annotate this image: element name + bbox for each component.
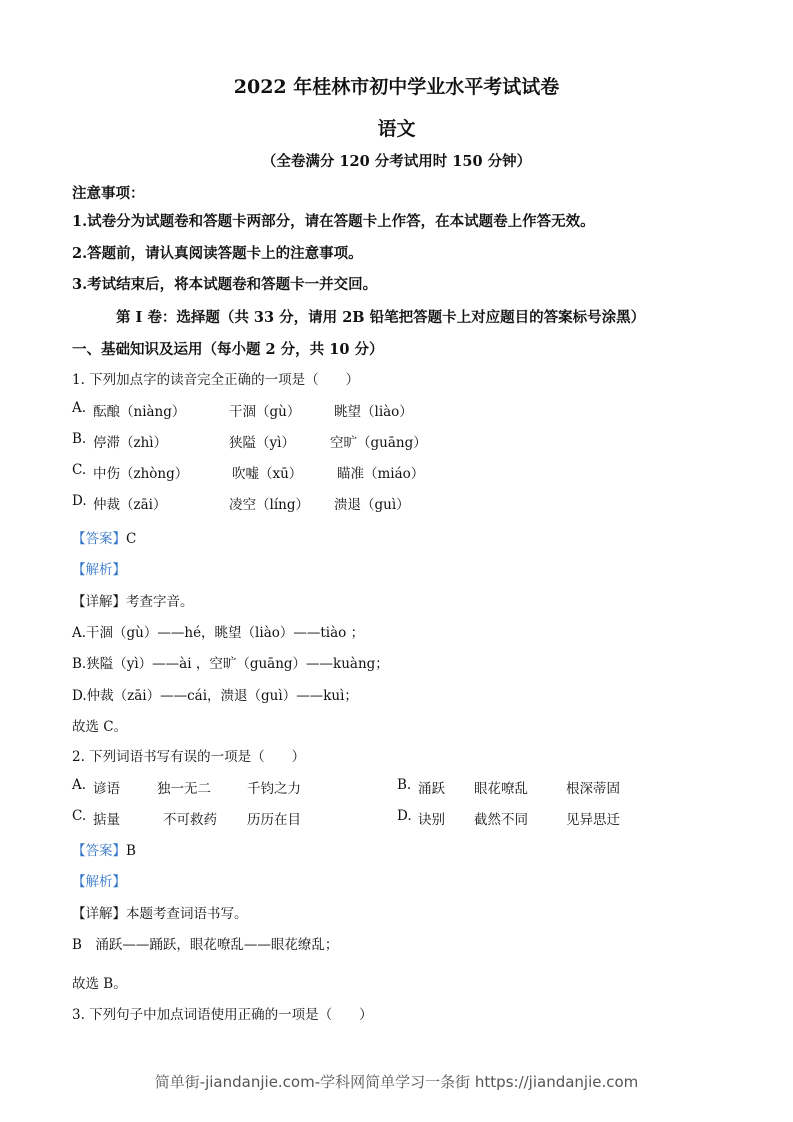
detail-tag: 【详解】 — [72, 594, 126, 610]
subject-title: 语文 — [377, 118, 416, 140]
q2-stem: 2. 下列词语书写有误的一项是（ ） — [72, 749, 306, 765]
q2-option-word: 掂量 — [93, 812, 120, 828]
q1-option-a-word: 眺望（liào） — [334, 404, 413, 420]
exam-title: 2022 年桂林市初中学业水平考试试卷 — [233, 76, 560, 98]
q1-option-letter: D. — [72, 493, 87, 509]
q2-option-word: 谚语 — [93, 781, 120, 797]
q1-option-b-word: 狭隘（yì） — [229, 435, 295, 451]
volume-heading: 第 Ⅰ 卷：选择题（共 33 分，请用 2B 铅笔把答题卡上对应题目的答案标号涂黑） — [116, 309, 646, 326]
q2-detail: 本题考查词语书写。 — [126, 906, 248, 922]
q1-option-b-word: 停滞（zhì） — [93, 435, 168, 451]
q1-answer: C — [126, 531, 137, 547]
notes-item-1: 1.试卷分为试题卷和答题卡两部分，请在答题卡上作答，在本试题卷上作答无效。 — [72, 213, 595, 230]
q2-option-word: 诀别 — [418, 812, 445, 828]
q1-option-letter: A. — [72, 400, 87, 416]
detail-tag: 【详解】 — [72, 906, 126, 922]
q2-option-word: 不可救药 — [163, 812, 217, 828]
q1-option-c-word: 瞄准（miáo） — [337, 466, 425, 482]
q1-option-c-word: 中伤（zhòng） — [93, 466, 189, 482]
q1-option-b-word: 空旷（guāng） — [330, 435, 427, 451]
q2-option-letter: A. — [72, 777, 87, 793]
q2-option-word: 涌跃 — [418, 781, 445, 797]
q3-stem: 3. 下列句子中加点词语使用正确的一项是（ ） — [72, 1007, 373, 1023]
section-heading: 一、基础知识及运用（每小题 2 分，共 10 分） — [72, 341, 384, 358]
page-footer: 简单街-jiandanjie.com-学科网简单学习一条街 https://jiandanjie.com — [154, 1073, 639, 1091]
q1-detail: 考查字音。 — [126, 594, 194, 610]
q1-option-letter: C. — [72, 462, 87, 478]
q2-conclusion: 故选 B。 — [72, 976, 127, 992]
q2-option-word: 眼花嘹乱 — [474, 781, 528, 797]
q1-stem: 1. 下列加点字的读音完全正确的一项是（ ） — [72, 372, 360, 388]
q2-option-word: 见异思迁 — [566, 812, 620, 828]
q2-detail-line: B 涌跃——踊跃，眼花嘹乱——眼花缭乱； — [72, 937, 339, 953]
analysis-tag: 【解析】 — [72, 562, 126, 578]
q1-conclusion: 故选 C。 — [72, 719, 128, 735]
notes-item-2: 2.答题前，请认真阅读答题卡上的注意事项。 — [72, 245, 363, 262]
q2-option-letter: D. — [397, 808, 412, 824]
q1-detail-line: D.仲裁（zāi）——cái，溃退（guì）——kuì； — [72, 688, 358, 704]
q1-option-letter: B. — [72, 431, 87, 447]
answer-tag: 【答案】 — [72, 843, 126, 859]
q2-answer: B — [126, 843, 136, 859]
q2-option-letter: C. — [72, 808, 87, 824]
q2-option-word: 根深蒂固 — [566, 781, 620, 797]
notes-heading: 注意事项： — [72, 185, 145, 202]
q1-option-c-word: 吹嘘（xū） — [232, 466, 303, 482]
q2-option-word: 独一无二 — [157, 781, 211, 797]
exam-subtitle: （全卷满分 120 分考试用时 150 分钟） — [261, 153, 532, 170]
q1-option-d-word: 凌空（líng） — [229, 497, 309, 513]
q2-option-letter: B. — [397, 777, 412, 793]
q2-option-word: 千钧之力 — [247, 781, 301, 797]
answer-tag: 【答案】 — [72, 531, 126, 547]
analysis-tag: 【解析】 — [72, 874, 126, 890]
q2-option-word: 截然不同 — [474, 812, 528, 828]
q2-option-word: 历历在目 — [247, 812, 301, 828]
q1-option-a-word: 酝酿（niàng） — [93, 404, 186, 420]
q1-option-d-word: 仲裁（zāi） — [93, 497, 167, 513]
q1-detail-line: B.狭隘（yì）——ài ，空旷（guāng）——kuàng； — [72, 656, 389, 672]
q1-option-a-word: 干涸（gù） — [229, 404, 301, 420]
q1-option-d-word: 溃退（guì） — [334, 497, 410, 513]
q1-detail-line: A.干涸（gù）——hé，眺望（liào）——tiào ； — [72, 625, 365, 641]
notes-item-3: 3.考试结束后，将本试题卷和答题卡一并交回。 — [72, 276, 378, 293]
